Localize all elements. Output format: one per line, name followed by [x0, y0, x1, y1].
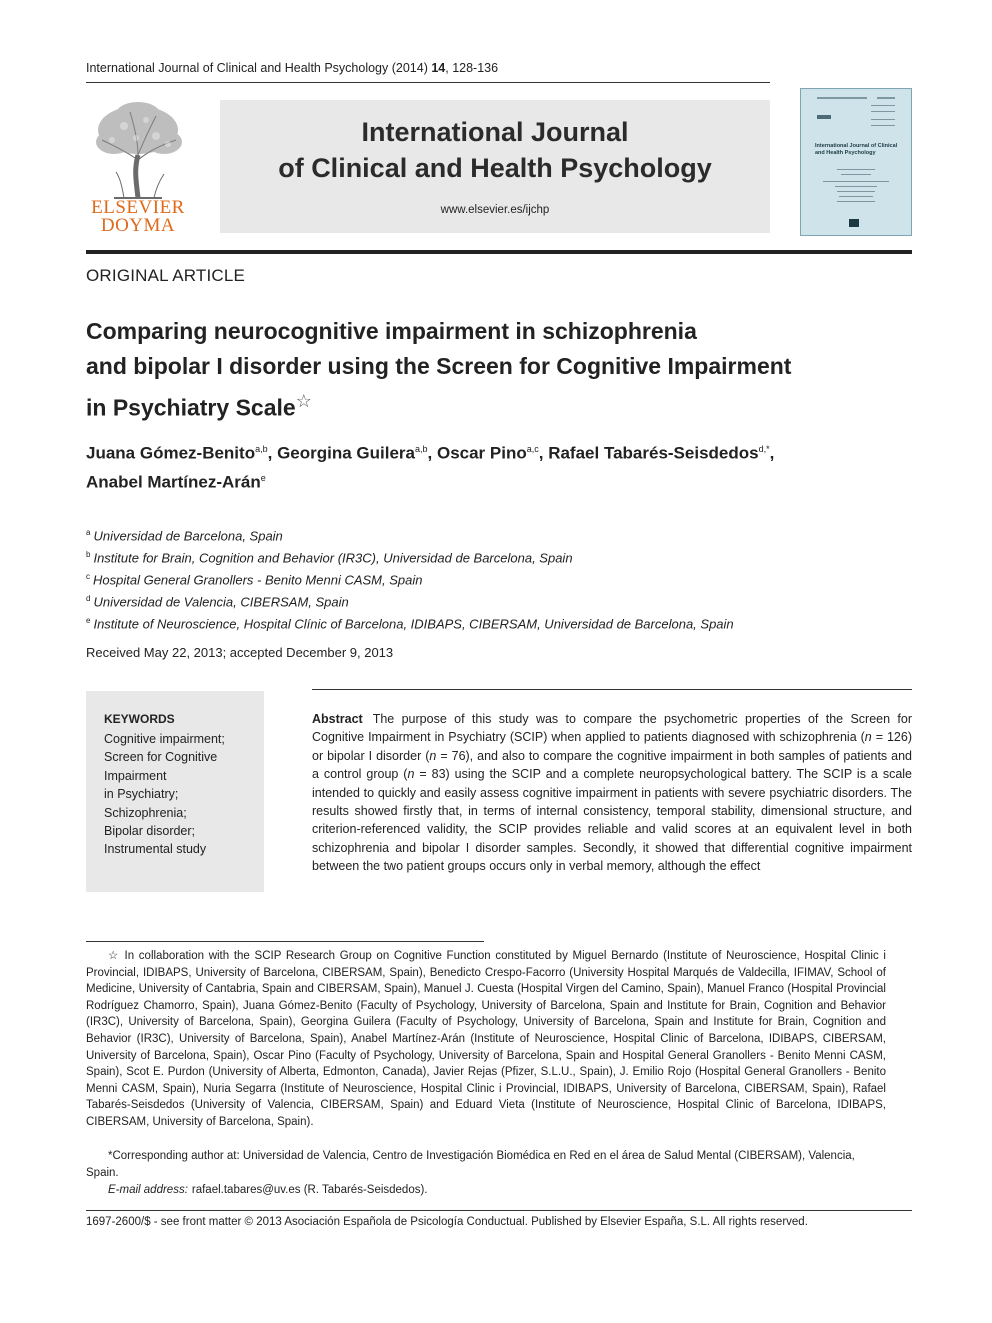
affiliation-mark: b	[86, 549, 91, 559]
article-title-line3: in Psychiatry Scale	[86, 394, 296, 421]
author-affiliation-mark[interactable]: e	[260, 472, 266, 483]
affiliation-text: Institute of Neuroscience, Hospital Clínic of Barcelona, IDIBAPS, CIBERSAM, Universidad de Barcelona, Spain	[93, 616, 734, 632]
keyword-item: Schizophrenia;	[104, 805, 187, 820]
cover-logo-mark	[817, 115, 831, 119]
author-affiliation-mark[interactable]: a,c	[526, 444, 539, 454]
cover-line	[835, 186, 877, 187]
affiliation-mark: e	[86, 615, 91, 625]
cover-line	[823, 181, 889, 182]
author-separator: ,	[538, 443, 549, 463]
publisher-name-line2: DOYMA	[100, 215, 176, 236]
publisher-name-line1: ELSEVIER	[91, 197, 185, 218]
journal-cover-thumbnail	[800, 88, 912, 236]
abstract-label: Abstract	[312, 712, 363, 726]
affiliation-mark: c	[86, 571, 90, 581]
author-affiliation-mark[interactable]: a,b	[255, 444, 268, 454]
email-label: E-mail address:	[108, 1184, 188, 1196]
copyright-divider	[86, 1210, 912, 1211]
affiliation-item	[86, 524, 912, 546]
article-type: ORIGINAL ARTICLE	[86, 266, 246, 285]
cover-publisher-mark	[849, 219, 859, 227]
keyword-item: Instrumental study	[104, 842, 207, 857]
keywords-list	[104, 730, 256, 859]
affiliation-text: Institute for Brain, Cognition and Behavior (IR3C), Universidad de Barcelona, Spain	[93, 550, 573, 566]
journal-title	[220, 114, 770, 186]
header-divider	[86, 82, 770, 83]
email-address[interactable]: rafael.tabares@uv.es (R. Tabarés-Seisdedos).	[191, 1184, 428, 1196]
footnote-divider	[86, 941, 484, 942]
author-affiliation-mark[interactable]: d,*	[758, 444, 770, 454]
affiliation-mark: d	[86, 593, 91, 603]
author-separator: ,	[427, 443, 437, 463]
cover-line	[871, 119, 895, 120]
author-name: Georgina Guilera	[277, 443, 415, 463]
journal-title-line1: International Journal	[361, 117, 629, 147]
corresponding-author-footnote: *Corresponding author at: Universidad de Valencia, Centro de Investigación Biomédica en Red en el área de Salud Mental (CIBERSAM), Valencia, Spain.	[86, 1150, 855, 1179]
abstract-n-symbol: n	[864, 730, 872, 745]
masthead-divider	[86, 250, 912, 254]
journal-masthead	[220, 100, 770, 233]
keyword-item: Impairment	[104, 768, 167, 783]
author-separator: ,	[769, 443, 775, 463]
copyright-notice: 1697-2600/$ - see front matter © 2013 Asociación Española de Psicología Conductual. Published by Elsevier España, S.L. All rights reserved.	[86, 1216, 808, 1228]
cover-line	[871, 105, 895, 106]
cover-title: International Journal of Clinical and Health Psychology	[815, 143, 898, 156]
keywords-box	[86, 691, 264, 892]
collaboration-footnote: ☆ In collaboration with the SCIP Research Group on Cognitive Function constituted by Miguel Bernardo (Institute of Neuroscience, Hospital Clinic i Provincial, IDIBAPS, University of Barcelona, CIBERSAM, Spain), Benedicto Crespo-Facorro (University Hospital Marqués de Valdecilla, IFIMAV, School of Medicine, University of Cantabria, Spain and CIBERSAM, Spain), Manuel J. Cuesta (Hospital Virgen del Camino, Spain), Manuel Franco (Hospital Provincial Rodríguez Chamorro, Spain), Juana Gómez-Benito (Faculty of Psychology, University of Barcelona, Spain and Institute for Brain, Cognition and Behavior (IR3C), University of Barcelona, Spain), Georgina Guilera (Faculty of Psychology, University of Barcelona, Spain and Institute for Brain, Cognition and Behavior (IR3C), University of Barcelona, Spain), Anabel Martínez-Arán (Institute of Neuroscience, Hospital Clinic of Barcelona, IDIBAPS, CIBERSAM, University of Barcelona, Spain), Oscar Pino (Faculty of Psychology, University of Barcelona, Spain and Hospital General Granollers - Benito Menni CASM, Spain), Scot E. Purdon (University of Alberta, Edmonton, Canada), Javier Rejas (Pfizer, S.L.U., Spain), J. Emilio Rojo (Hospital General Granollers - Benito Menni CASM, Spain), Nuria Segarra (Institute of Neuroscience, Hospital Clinic i Provincial, IDIBAPS, University of Barcelona, CIBERSAM, Spain), Rafael Tabarés-Seisdedos (University of Valencia, CIBERSAM, Spain) and Eduard Vieta (Institute of Neuroscience, Hospital Clinic of Barcelona, IDIBAPS, CIBERSAM, University of Barcelona, Spain).	[86, 950, 886, 1128]
abstract	[312, 710, 912, 896]
abstract-text: The purpose of this study was to compare the psychometric properties of the Screen for Cognitive Impairment in Psychiatry (SCIP) when applied to patients diagnosed with schizophrenia (	[312, 712, 912, 745]
author-separator: ,	[267, 443, 278, 463]
cover-line	[837, 191, 875, 192]
cover-line	[817, 97, 867, 99]
affiliation-item	[86, 590, 912, 612]
running-head-pages: , 128-136	[445, 61, 499, 75]
affiliation-text: Hospital General Granollers - Benito Menni CASM, Spain	[93, 572, 423, 588]
cover-line	[871, 125, 895, 126]
abstract-text: = 83) using the SCIP and a complete neuropsychological battery. The SCIP is a scale intended to quickly and easily assess cognitive impairment in patients with severe psychiatric disorders. The results showed firstly that, in terms of internal consistency, temporal stability, dimensional structure, and criterion-referenced validity, the SCIP provides reliable and valid scores at an equivalent level in both schizophrenia and bipolar I disorder samples. Secondly, it showed that differential cognitive impairment between the two patient groups occurs only in verbal memory, although the effect	[312, 767, 912, 874]
keyword-item: Cognitive impairment;	[104, 732, 225, 746]
affiliation-mark: a	[86, 528, 91, 537]
author-name: Oscar Pino	[436, 443, 527, 463]
keyword-item: in Psychiatry;	[104, 787, 179, 802]
abstract-text: = 126) or bipolar I disorder (	[312, 730, 912, 763]
tree-engraving-icon	[84, 100, 192, 200]
running-head	[86, 61, 498, 75]
running-head-journal: International Journal of Clinical and Health Psychology (2014)	[86, 61, 432, 75]
publisher-logo	[84, 100, 192, 234]
author-name: Juana Gómez-Benito	[86, 443, 256, 463]
journal-url[interactable]: www.elsevier.es/ijchp	[440, 204, 550, 216]
author-affiliation-mark[interactable]: a,b	[415, 444, 428, 454]
affiliation-item	[86, 546, 912, 568]
email-footnote	[108, 1182, 428, 1199]
cover-line	[839, 196, 873, 197]
cover-line	[837, 169, 875, 170]
affiliation-item	[86, 568, 912, 590]
affiliation-text: Universidad de Barcelona, Spain	[93, 528, 283, 544]
abstract-text: = 76), and also to compare the cognitive impairment in both samples of patients and a control group (	[312, 748, 912, 782]
abstract-n-symbol: n	[429, 748, 437, 763]
keyword-item: Screen for Cognitive	[104, 750, 218, 765]
author-name: Anabel Martínez-Arán	[86, 472, 261, 492]
keyword-item: Bipolar disorder;	[104, 824, 196, 839]
affiliation-item	[86, 612, 912, 634]
journal-title-line2: of Clinical and Health Psychology	[278, 153, 712, 183]
article-title-line2: and bipolar I disorder using the Screen for Cognitive Impairment	[86, 353, 792, 379]
article-title-line1: Comparing neurocognitive impairment in schizophrenia	[86, 318, 697, 344]
abstract-n-symbol: n	[407, 767, 415, 782]
affiliation-list	[86, 524, 912, 634]
cover-line	[837, 201, 875, 202]
article-title	[86, 314, 906, 426]
running-head-volume: 14	[431, 61, 446, 75]
cover-line	[871, 111, 895, 112]
received-dates: Received May 22, 2013; accepted December 9, 2013	[86, 645, 394, 660]
keywords-heading: KEYWORDS	[104, 712, 175, 726]
cover-line	[877, 97, 895, 99]
author-list	[86, 437, 912, 494]
abstract-divider	[312, 689, 912, 690]
author-name: Rafael Tabarés-Seisdedos	[548, 443, 759, 463]
title-footnote-star[interactable]: ☆	[295, 391, 312, 411]
affiliation-text: Universidad de Valencia, CIBERSAM, Spain	[93, 594, 349, 610]
cover-line	[841, 174, 871, 175]
